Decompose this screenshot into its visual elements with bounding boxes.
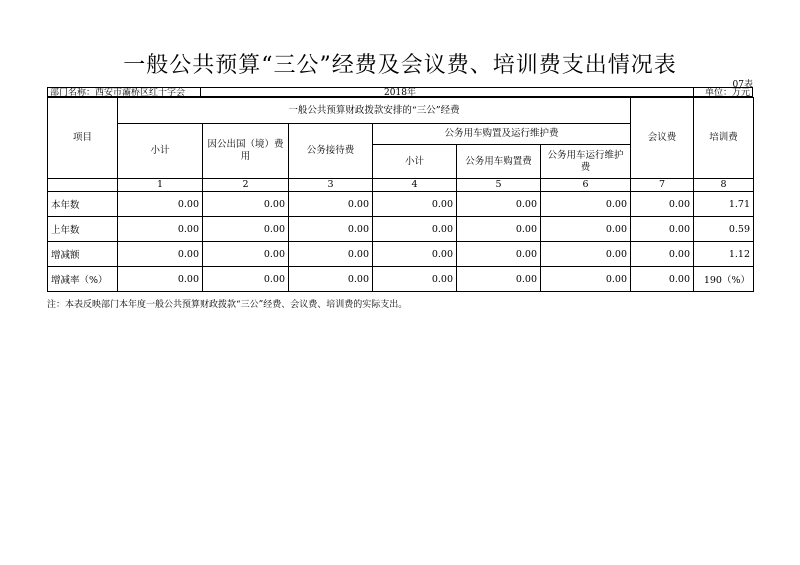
cell-value: 190（%）	[694, 267, 754, 292]
cell-value: 0.00	[631, 217, 694, 242]
cell-value: 0.00	[203, 192, 289, 217]
cell-value: 0.00	[373, 192, 457, 217]
cell-value: 0.00	[289, 217, 373, 242]
column-number: 5	[457, 179, 541, 192]
column-number: 8	[694, 179, 754, 192]
header-vehicle-purchase: 公务用车购置费	[457, 145, 541, 179]
cell-value: 0.00	[457, 217, 541, 242]
row-label: 本年数	[48, 192, 118, 217]
page-title: 一般公共预算“三公”经费及会议费、培训费支出情况表	[123, 53, 677, 78]
table-row	[48, 217, 754, 242]
divider	[693, 88, 694, 96]
cell-value: 0.00	[118, 267, 203, 292]
cell-value: 0.00	[289, 242, 373, 267]
table-number: 07表	[732, 80, 753, 90]
header-overseas: 因公出国（境）费用	[203, 124, 289, 179]
header-vehicle-operation: 公务用车运行维护费	[541, 145, 631, 179]
cell-value: 0.00	[118, 192, 203, 217]
header-subtotal: 小计	[118, 124, 203, 179]
header-reception: 公务接待费	[289, 124, 373, 179]
cell-value: 0.00	[631, 267, 694, 292]
cell-value: 0.00	[457, 192, 541, 217]
cell-value: 0.00	[541, 217, 631, 242]
cell-value: 0.00	[631, 192, 694, 217]
column-number: 3	[289, 179, 373, 192]
year-label: 2018年	[384, 88, 416, 98]
expense-table	[47, 97, 754, 292]
unit-label: 单位：万元	[704, 88, 750, 98]
cell-value: 0.00	[541, 192, 631, 217]
column-number-blank	[48, 179, 118, 192]
column-number: 1	[118, 179, 203, 192]
cell-value: 1.71	[694, 192, 754, 217]
row-label: 增减率（%）	[48, 267, 118, 292]
meta-row	[47, 87, 753, 97]
header-project: 项目	[48, 98, 118, 179]
department-name: 部门名称：西安市灞桥区红十字会	[50, 88, 186, 98]
header-meeting: 会议费	[631, 98, 694, 179]
cell-value: 0.00	[203, 217, 289, 242]
cell-value: 0.00	[203, 267, 289, 292]
row-label: 增减额	[48, 242, 118, 267]
cell-value: 0.00	[373, 242, 457, 267]
cell-value: 0.00	[203, 242, 289, 267]
column-number: 6	[541, 179, 631, 192]
table-row	[48, 242, 754, 267]
cell-value: 0.00	[373, 217, 457, 242]
column-number: 4	[373, 179, 457, 192]
table-row	[48, 267, 754, 292]
header-vehicle-group: 公务用车购置及运行维护费	[373, 124, 631, 145]
cell-value: 0.00	[631, 242, 694, 267]
header-training: 培训费	[694, 98, 754, 179]
cell-value: 0.00	[118, 217, 203, 242]
header-three-public-group: 一般公共预算财政拨款安排的“三公”经费	[118, 98, 631, 124]
column-number: 2	[203, 179, 289, 192]
cell-value: 0.59	[694, 217, 754, 242]
cell-value: 0.00	[289, 192, 373, 217]
cell-value: 0.00	[541, 242, 631, 267]
table-row	[48, 192, 754, 217]
cell-value: 0.00	[457, 242, 541, 267]
cell-value: 0.00	[118, 242, 203, 267]
cell-value: 1.12	[694, 242, 754, 267]
cell-value: 0.00	[373, 267, 457, 292]
cell-value: 0.00	[457, 267, 541, 292]
footnote: 注：本表反映部门本年度一般公共预算财政拨款“三公”经费、会议费、培训费的实际支出。	[47, 300, 408, 310]
cell-value: 0.00	[289, 267, 373, 292]
header-vehicle-subtotal: 小计	[373, 145, 457, 179]
cell-value: 0.00	[541, 267, 631, 292]
column-number: 7	[631, 179, 694, 192]
row-label: 上年数	[48, 217, 118, 242]
